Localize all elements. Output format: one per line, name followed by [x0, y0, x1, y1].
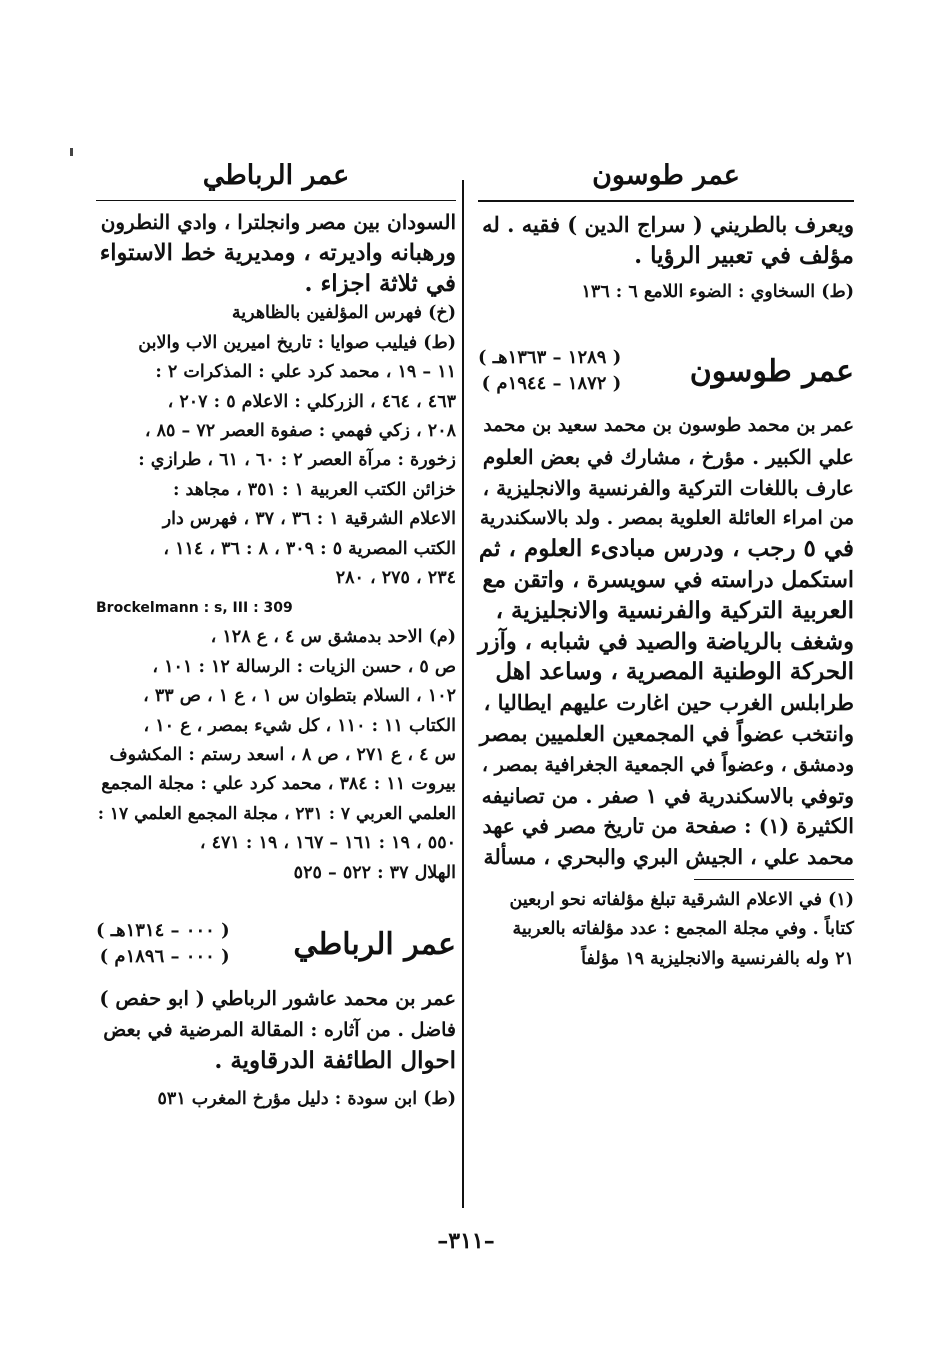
reference-line: ١١ – ١٩ ، محمد كرد علي : المذكرات ٢ : — [155, 362, 456, 383]
reference-line: الهلال ٣٧ : ٥٢٢ – ٥٢٥ — [293, 862, 456, 883]
dates-hijri: ( ٠٠٠ – ١٣١٤هـ ) — [96, 920, 230, 942]
left-column — [96, 152, 456, 1114]
reference-line: س ٤ ، ع ٢٧١ ، ص ٨ ، اسعد رستم : المكشوف — [109, 745, 456, 766]
text-line: ويعرف بالطريني ( سراج الدين ) فقيه . له — [482, 212, 854, 237]
text-line: السودان بين مصر وانجلترا ، وادي النطرون — [100, 210, 456, 234]
text-line: في ٥ رجب ، ودرس مبادىء العلوم ، ثم — [478, 535, 854, 563]
reference-line: (ط) السخاوي : الضوء اللامع ٦ : ١٣٦ — [581, 281, 854, 302]
reference-line: بيروت ١١ : ٣٨٤ ، محمد كرد علي : مجلة المجمع — [101, 774, 456, 795]
footnote-line: كتاباً . وفي مجلة المجمع : عدد مؤلفاته بالعربية — [512, 919, 854, 940]
reference-line: (خ) فهرس المؤلفين بالظاهرية — [231, 303, 456, 324]
column-divider — [462, 180, 464, 1208]
reference-line: (ط) فيليب صوايا : تاريخ اميرين الاب والابن — [138, 332, 456, 353]
reference-line: ١٠٢ ، السلام بتطوان س ١ ، ع ١ ، ص ٣٣ ، — [143, 686, 456, 707]
reference-line: الاعلام الشرقية ١ : ٣٦ ، ٣٧ ، فهرس دار — [162, 509, 456, 530]
latin-reference: Brockelmann : s, III : 309 — [96, 600, 293, 617]
margin-mark — [70, 148, 73, 156]
dates-gregorian: ( ١٨٧٢ – ١٩٤٤م ) — [481, 373, 622, 394]
text-line: من امراء العائلة العلوية بمصر . ولد بالاسكندرية — [479, 507, 854, 530]
text-line: مؤلف في تعبير الرؤيا . — [634, 241, 854, 269]
reference-line: ٢٠٨ ، زكي فهمي : صفوة العصر ٧٢ – ٨٥ ، — [144, 421, 456, 442]
entry-body — [478, 411, 854, 873]
reference-line: الكتب المصرية ٥ : ٣٠٩ ، ٨ : ٣٦ ، ١١٤ ، — [163, 538, 456, 559]
dates-gregorian: ( ٠٠٠ – ١٨٩٦م ) — [99, 946, 230, 968]
entry-body — [96, 984, 456, 1076]
text-line: ورهبانه واديرته ، ومديرية خط الاستواء — [99, 239, 456, 266]
reference-line: ص ٥ ، حسن الزيات : الرسالة ١٢ : ١٠١ ، — [152, 656, 456, 677]
text-line: علي الكبير . مؤرخ ، مشارك في بعض العلوم — [482, 444, 854, 469]
text-line: طرابلس الغرب حين اغارت عليهم ايطاليا ، — [483, 690, 854, 716]
footnote-divider — [694, 879, 854, 880]
reference-line: خزائن الكتب العربية ١ : ٣٥١ ، مجاهد : — [172, 479, 456, 500]
text-line: عمر بن محمد طوسون بن محمد سعيد بن محمد — [483, 415, 854, 436]
right-column — [478, 152, 854, 974]
running-header-right: عمر طوسون — [478, 152, 854, 202]
reference-line: الكتاب ١١ : ١١٠ ، كل شيء بمصر ، ع ١٠ ، — [143, 715, 456, 736]
entry-heading-ribati — [96, 918, 456, 970]
reference-line: زخورة : مرآة العصر ٢ : ٦٠ ، ٦١ ، طرازي : — [138, 450, 456, 471]
reference-line: ٥٥٠ ، ١٩ : ١٦١ – ١٦٧ ، ١٩ : ٤٧١ ، — [199, 833, 456, 854]
footnote — [478, 886, 854, 974]
entry-dates — [478, 345, 621, 397]
text-line: الحركة الوطنية المصرية ، وساعد اهل — [495, 658, 854, 686]
text-line: وانتخب عضواً في المجمعين العلميين بمصر — [479, 720, 854, 746]
text-line: استكمل دراسته في سويسرة ، واتقن مع — [482, 566, 854, 593]
page-number: –٣١١– — [437, 1228, 495, 1254]
entry-name: عمر الرباطي — [293, 926, 456, 962]
text-line: احوال الطائفة الدرقاوية . — [214, 1046, 456, 1074]
entry-heading-tusun — [478, 345, 854, 397]
entry-name: عمر طوسون — [689, 353, 854, 389]
references-block — [96, 299, 456, 888]
text-line: فاضل . من آثاره : المقالة المرضية في بعض — [103, 1018, 456, 1041]
entry-dates — [96, 918, 230, 970]
reference-line: ٤٦٣ ، ٤٦٤ ، الزركلي : الاعلام ٥ : ٢٠٧ ، — [167, 391, 456, 412]
text-line: وتوفي بالاسكندرية في ١ صفر . من تصانيفه — [481, 783, 854, 808]
footnote-line: ٢١ وله بالفرنسية والانجليزية ١٩ مؤلفاً — [581, 948, 854, 969]
text-line: عارف باللغات التركية والفرنسية والانجليزية ، — [482, 475, 854, 500]
text-line: العربية التركية والفرنسية والانجليزية ، — [495, 596, 854, 624]
reference-line: العلمي العربي ٧ : ٢٣١ ، مجلة المجمع العلمي ١٧ : — [97, 803, 456, 824]
reference-line: (م) الاحد بدمشق س ٤ ، ع ١٢٨ ، — [210, 627, 456, 648]
running-header-left: عمر الرباطي — [96, 152, 456, 201]
footnote-line: (١) في الاعلام الشرقية تبلغ مؤلفاته نحو اربعين — [509, 889, 854, 910]
text-line: الكثيرة (١) : صفحة من تاريخ مصر في عهد — [482, 814, 854, 839]
text-line: في ثلاثة اجزاء . — [304, 269, 456, 297]
reference-line: (ط) ابن سودة : دليل مؤرخ المغرب ٥٣١ — [157, 1088, 456, 1109]
text-line: وشغف بالرياضة والصيد في شبابه ، وآزر — [477, 628, 854, 655]
dates-hijri: ( ١٢٨٩ – ١٣٦٣هـ ) — [478, 347, 622, 368]
text-line: عمر بن محمد عاشور الرباطي ( ابو حفص ) — [99, 987, 456, 1011]
text-line: ودمشق ، وعضواً في الجمعية الجغرافية بمصر ، — [481, 753, 854, 776]
text-line: محمد علي ، الجيش البري والبحري ، مسألة — [483, 845, 854, 870]
reference-line: ٢٣٤ ، ٢٧٥ ، ٢٨٠ — [335, 568, 456, 589]
